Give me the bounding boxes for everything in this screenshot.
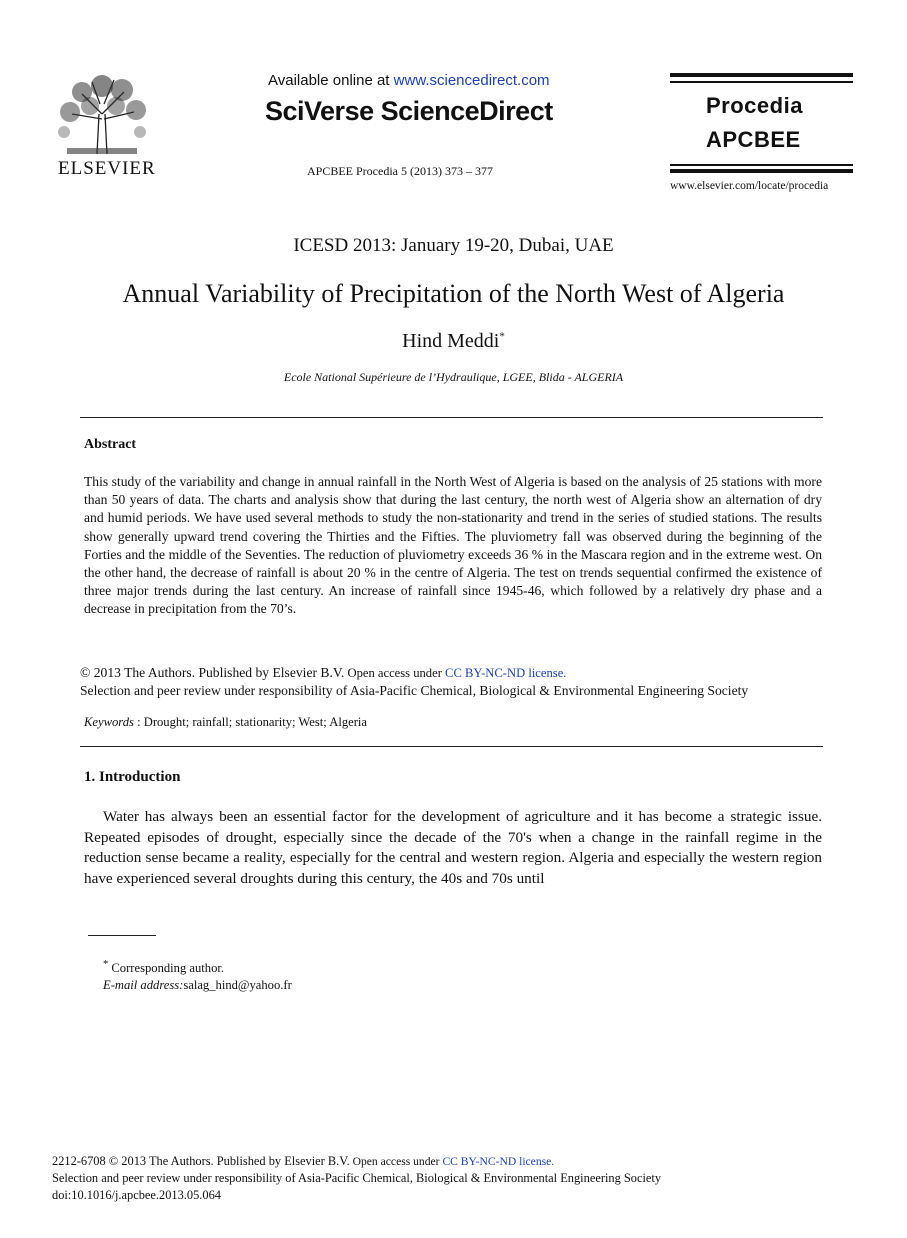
keywords-values: Drought; rainfall; stationarity; West; Algeria [143,715,368,729]
keywords-label: Keywords [84,715,134,729]
elsevier-url-link[interactable]: www.elsevier.com/locate/procedia [670,180,829,192]
footer-license-link[interactable]: CC BY-NC-ND license. [442,1155,555,1168]
banner-rule-top [670,73,853,77]
procedia-banner [670,73,853,173]
conference-line: ICESD 2013: January 19-20, Dubai, UAE [293,235,614,256]
footer-open-access: Open access under [349,1155,443,1168]
banner-rule-top-thin [670,81,853,83]
author-name: Hind Meddi [402,330,500,352]
abstract-heading: Abstract [84,437,137,452]
publisher-logo-text: ELSEVIER [58,158,156,179]
divider-top [80,417,823,418]
footer-peer-review: Selection and peer review under responsibility of Asia-Pacific Chemical, Biological & Environmental Engineering Society [52,1171,662,1185]
banner-rule-bottom [670,169,853,173]
banner-rule-bottom-thin [670,164,853,166]
author [0,330,907,353]
procedia-line2: APCBEE [706,127,801,152]
email-address[interactable]: salag_hind@yahoo.fr [183,978,292,992]
footer-issn-line: 2212-6708 © 2013 The Authors. Published by Elsevier B.V. [52,1154,350,1168]
page-footer [52,1153,661,1204]
footnote-corresponding [103,959,224,976]
brand-title: SciVerse ScienceDirect [265,96,553,126]
open-access-text: Open access under [344,666,446,680]
license-link[interactable]: CC BY-NC-ND license. [445,666,567,680]
footnote-email [103,978,292,993]
corresponding-text: Corresponding author. [108,961,225,976]
available-online [268,72,550,89]
copyright-line: © 2013 The Authors. Published by Elsevier B.V. [80,665,345,680]
email-label: E-mail address: [103,978,184,992]
introduction-heading: 1. Introduction [84,769,181,785]
journal-reference: APCBEE Procedia 5 (2013) 373 – 377 [307,164,493,178]
introduction-text: Water has always been an essential factor for the development of agriculture and it has become a strategic issue. Repeated episodes of drought, especially since the decade of the 70's when a change in the rainfall regime in the reduction sense became a reality, especially for the central and western region. Algeria and especially the western region have experienced several droughts during this century, the 40s and 70s until [84,808,822,887]
peer-review-line: Selection and peer review under responsibility of Asia-Pacific Chemical, Biological & Environmental Engineering Society [80,683,749,698]
keywords-sep: : [133,715,144,729]
affiliation: Ecole National Supérieure de l’Hydraulique, LGEE, Blida - ALGERIA [283,370,624,384]
paper-title: Annual Variability of Precipitation of the North West of Algeria [122,279,785,308]
sciencedirect-link[interactable]: www.sciencedirect.com [393,72,550,89]
divider-bottom [80,746,823,747]
copyright-block [80,664,748,700]
author-mark: * [499,330,505,343]
available-prefix: Available online at [268,72,394,89]
procedia-line1: Procedia [706,93,803,118]
footnote-mark: * [103,959,109,970]
keywords [84,715,367,730]
abstract-text: This study of the variability and change in annual rainfall in the North West of Algeria is based on the analysis of 25 stations with more than 50 years of data. The charts and analysis show that during the last century, the north west of Algeria show an alternation of dry and humid periods. We have used several methods to study the non-stationarity and trend in the series of studied stations. The results show generally upward trend covering the Thirties and the Fifties. The pluviometry fall was observed during the beginning of the Forties and the middle of the Seventies. The reduction of pluviometry exceeds 36 % in the Mascara region and in the extreme west. On the other hand, the decrease of rainfall is about 20 % in the centre of Algeria. The test on trends sequential confirmed the existence of three major trends during the last century. An increase of rainfall since 1945-46, which followed by a relatively dry phase and a decrease in precipitation from the 70’s. [84,474,822,617]
footnote-rule [88,935,156,936]
footer-doi[interactable]: doi:10.1016/j.apcbee.2013.05.064 [52,1188,221,1202]
